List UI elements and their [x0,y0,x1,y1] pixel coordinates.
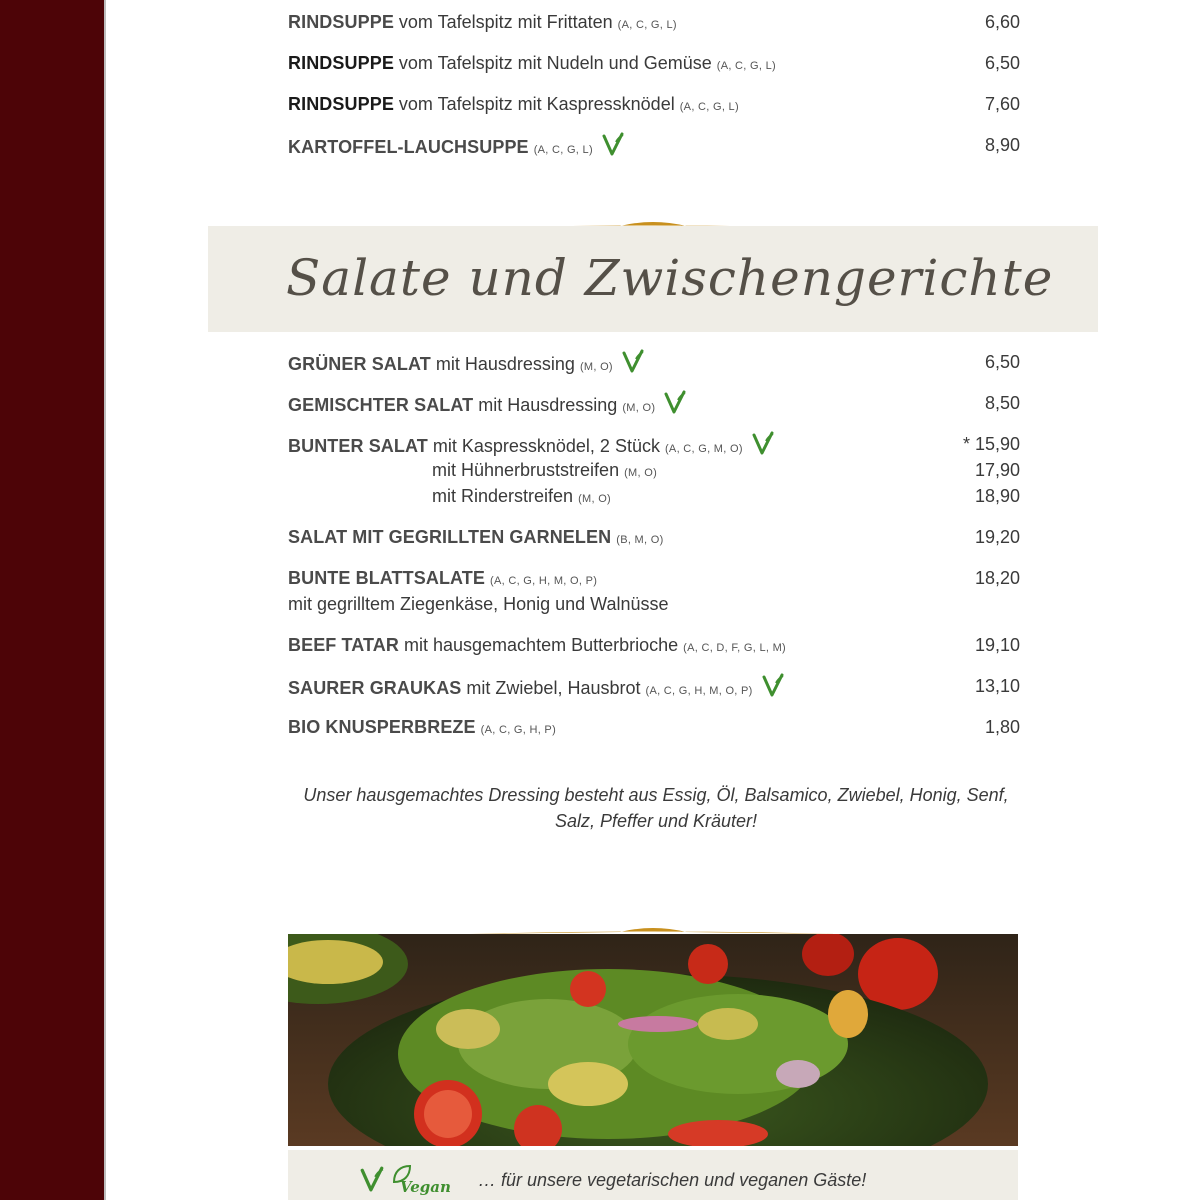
item-desc: vom Tafelspitz mit Kaspressknödel [393,94,680,114]
item-name: GEMISCHTER SALAT [288,395,474,415]
leaf-v-icon [360,1166,384,1192]
item-allergens: (M, O) [579,361,613,373]
item-price: 18,90 [974,486,1020,506]
menu-item-soup-1 [288,9,1020,35]
item-price: 6,50 [984,53,1020,73]
item-price: 7,60 [984,94,1020,114]
item-price: * 15,90 [962,434,1020,454]
menu-item-salad-4 [288,524,1020,550]
item-name: KARTOFFEL-LAUCHSUPPE [288,137,529,157]
item-name: RINDSUPPE [288,53,394,73]
item-allergens: (B, M, O) [616,534,664,546]
item-price: 18,20 [974,568,1020,588]
item-allergens: (A, C, G, L) [679,101,739,113]
leaf-v-icon [762,673,784,697]
item-desc: mit Hühnerbruststreifen [432,460,625,480]
item-price: 8,50 [984,393,1020,413]
vegan-label: Vegan [400,1178,451,1196]
item-name: GRÜNER SALAT [288,354,431,374]
item-allergens: (A, C, G, H, M, O, P) [645,685,753,697]
menu-item-salad-7 [288,673,1020,699]
item-name: SAURER GRAUKAS [288,678,462,698]
item-price: 1,80 [984,717,1020,737]
menu-item-salad-3 [288,431,1020,457]
item-desc: mit Hausdressing [473,395,623,415]
menu-item-salad-2 [288,390,1020,416]
item-price: 8,90 [984,135,1020,155]
leaf-v-icon [622,349,644,373]
item-desc: mit Hausdressing [430,354,580,374]
dressing-note: Unser hausgemachtes Dressing besteht aus Essig, Öl, Balsamico, Zwiebel, Honig, Senf, Salz, Pfeffer und Kräuter! [303,785,1009,831]
menu-item-salad-8 [288,714,1020,740]
item-name: BUNTE BLATTSALATE [288,568,486,588]
item-name: BIO KNUSPERBREZE [288,717,476,737]
item-allergens: (A, C, G, L) [716,60,776,72]
item-price: 13,10 [974,676,1020,696]
item-name: BUNTER SALAT [288,436,428,456]
item-desc: mit Rinderstreifen [432,486,579,506]
section-title: Salate und Zwischengerichte [286,249,1054,307]
menu-item-soup-3 [288,91,1020,117]
item-name: SALAT MIT GEGRILLTEN GARNELEN [288,527,612,547]
menu-item-soup-4 [288,132,1020,158]
item-name: RINDSUPPE [288,12,394,32]
item-allergens: (A, C, G, L) [617,19,677,31]
item-price: 6,60 [984,12,1020,32]
item-desc: mit hausgemachtem Butterbrioche [399,635,684,655]
item-name: BEEF TATAR [288,635,399,655]
sidebar-stripe [0,0,104,1200]
leaf-v-icon [664,390,686,414]
item-desc: vom Tafelspitz mit Frittaten [393,12,618,32]
item-name: RINDSUPPE [288,94,394,114]
item-allergens: (A, C, G, H, P) [480,724,557,736]
item-price: 19,10 [974,635,1020,655]
item-price: 17,90 [974,460,1020,480]
item-allergens: (M, O) [622,402,656,414]
menu-subitem-chicken [432,457,1020,483]
item-desc-line2: mit gegrilltem Ziegenkäse, Honig und Walnüsse [288,594,669,614]
leaf-v-icon [752,431,774,455]
menu-item-soup-2 [288,50,1020,76]
footer-note: … für unsere vegetarischen und veganen Gäste! [478,1170,867,1190]
item-allergens: (A, C, G, L) [533,144,593,156]
salad-photo [288,934,1018,1146]
item-allergens: (M, O) [578,493,612,505]
menu-item-salad-6 [288,632,1020,658]
item-allergens: (A, C, D, F, G, L, M) [683,642,787,654]
item-desc: mit Zwiebel, Hausbrot [461,678,646,698]
leaf-v-icon [602,132,624,156]
sidebar-edge [104,0,106,1200]
menu-item-salad-1 [288,349,1020,375]
item-desc: vom Tafelspitz mit Nudeln und Gemüse [393,53,717,73]
item-price: 19,20 [974,527,1020,547]
item-allergens: (A, C, G, H, M, O, P) [490,575,598,587]
item-allergens: (A, C, G, M, O) [664,443,743,455]
menu-item-salad-5 [288,565,1020,591]
item-desc: mit Kaspressknödel, 2 Stück [427,436,665,456]
menu-subitem-beef [432,483,1020,509]
item-price: 6,50 [984,352,1020,372]
item-allergens: (M, O) [624,467,658,479]
